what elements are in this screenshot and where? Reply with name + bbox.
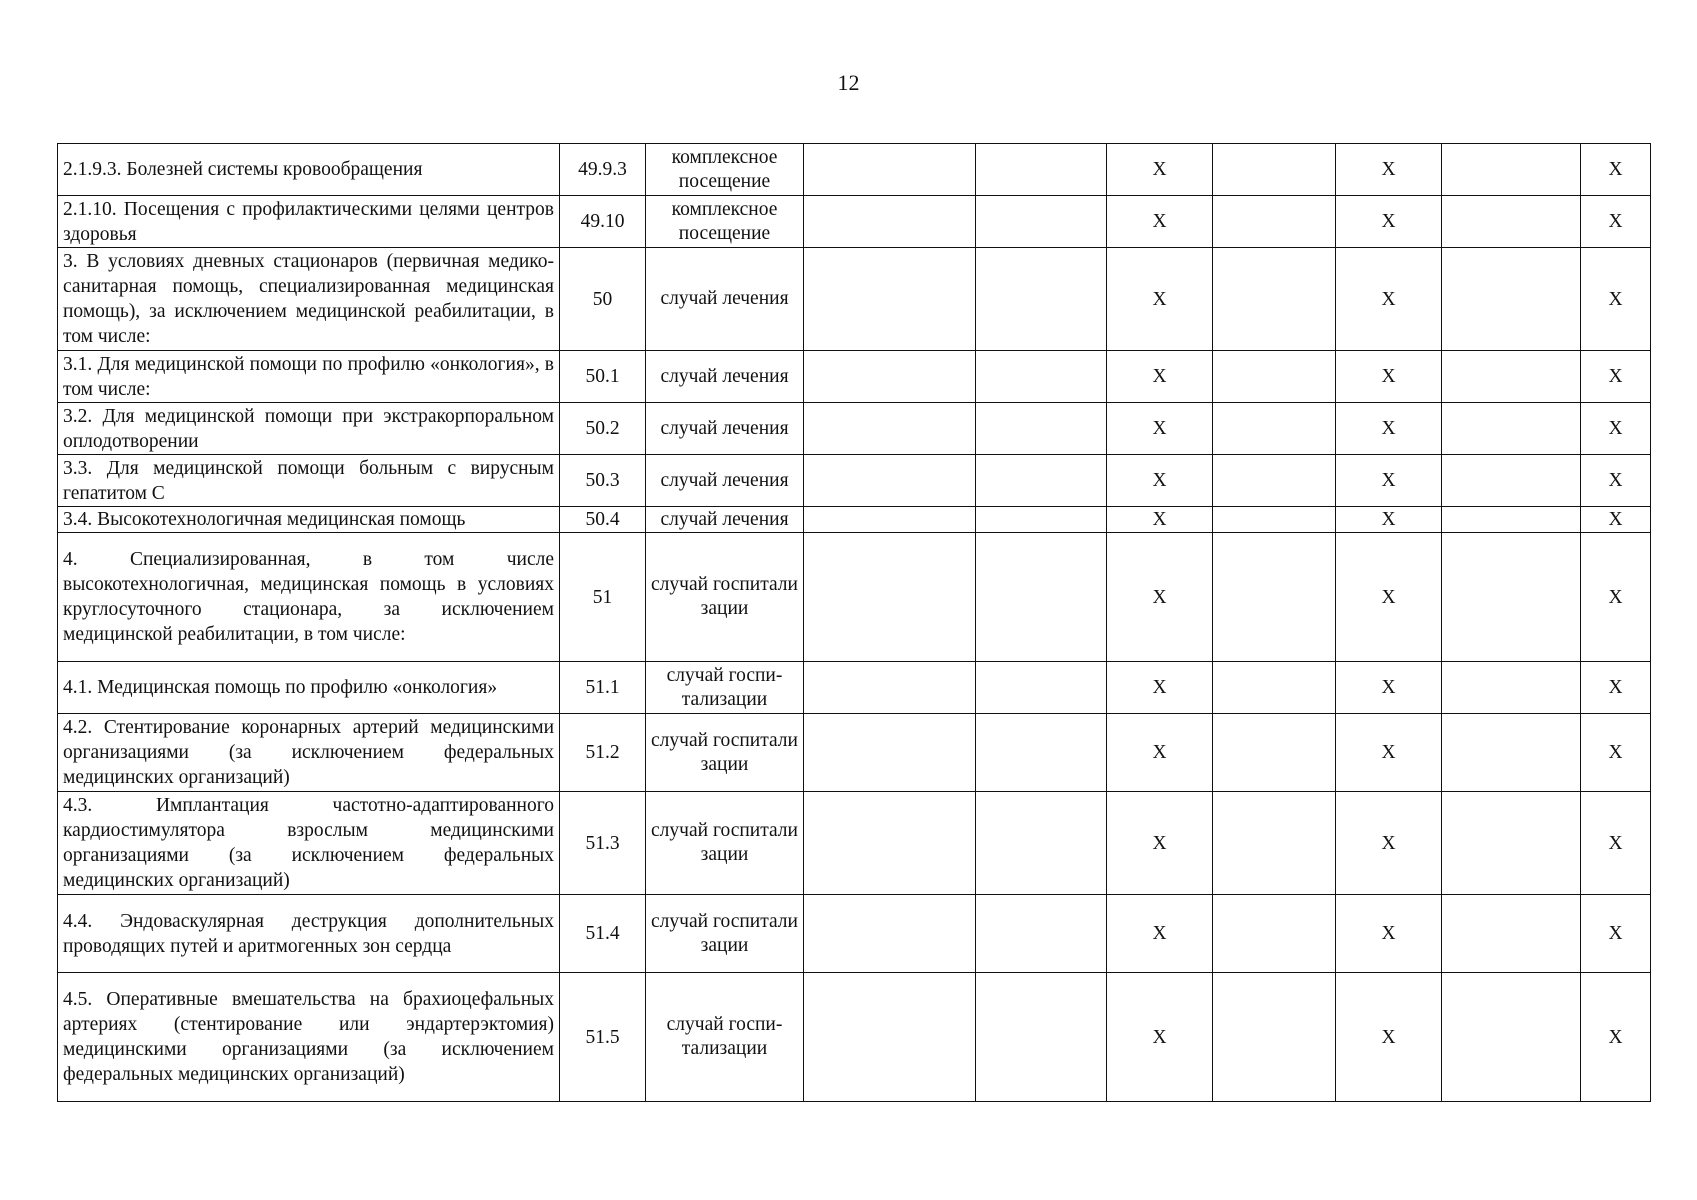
row-name-cell: 4. Специализированная, в том числе высокотехнологичная, медицинская помощь в условиях круглосуточного стационара, за исключением медицинской реабилитации, в том числе: [58,533,560,662]
row-name-cell: 4.2. Стентирование коронарных артерий медицинскими организациями (за исключением федеральных медицинских организаций) [58,714,560,792]
mark-cell: X [1107,792,1213,895]
mark-cell: X [1581,714,1651,792]
empty-cell [1442,507,1581,533]
mark-cell: X [1581,662,1651,714]
empty-cell [1442,973,1581,1102]
empty-cell [1442,248,1581,351]
row-unit-cell: случай лечения [646,351,804,403]
empty-cell [1442,895,1581,973]
mark-cell: X [1107,144,1213,196]
empty-cell [976,507,1107,533]
mark-cell: X [1336,196,1442,248]
empty-cell [1213,351,1336,403]
mark-cell: X [1581,455,1651,507]
empty-cell [1442,662,1581,714]
mark-cell: X [1581,973,1651,1102]
empty-cell [1213,714,1336,792]
page-number: 12 [837,70,860,95]
mark-cell: X [1336,533,1442,662]
empty-cell [976,351,1107,403]
empty-cell [1213,507,1336,533]
mark-cell: X [1581,507,1651,533]
row-unit-cell: случай лечения [646,403,804,455]
mark-cell: X [1336,455,1442,507]
mark-cell: X [1107,248,1213,351]
empty-cell [804,792,976,895]
mark-cell: X [1581,196,1651,248]
table-row [58,895,1651,973]
row-code-cell: 51.2 [560,714,646,792]
row-name-cell: 2.1.10. Посещения с профилактическими целями центров здоровья [58,196,560,248]
row-name-cell: 4.5. Оперативные вмешательства на брахиоцефальных артериях (стентирование или эндартерэктомия) медицинскими организациями (за исключением федеральных медицинских организаций) [58,973,560,1102]
row-unit-cell: случай госпитали зации [646,792,804,895]
row-unit-cell: комплексное посещение [646,196,804,248]
mark-cell: X [1107,403,1213,455]
empty-cell [1442,196,1581,248]
empty-cell [976,973,1107,1102]
mark-cell: X [1581,403,1651,455]
empty-cell [804,248,976,351]
row-code-cell: 50.4 [560,507,646,533]
empty-cell [976,455,1107,507]
empty-cell [1442,403,1581,455]
row-unit-cell: случай лечения [646,248,804,351]
mark-cell: X [1107,895,1213,973]
empty-cell [976,533,1107,662]
row-code-cell: 50.3 [560,455,646,507]
mark-cell: X [1336,403,1442,455]
empty-cell [1213,403,1336,455]
row-unit-cell: случай госпи-тализации [646,973,804,1102]
empty-cell [976,662,1107,714]
table-row [58,662,1651,714]
row-name-cell: 4.1. Медицинская помощь по профилю «онкология» [58,662,560,714]
mark-cell: X [1107,533,1213,662]
mark-cell: X [1336,714,1442,792]
table-row [58,351,1651,403]
table-row [58,507,1651,533]
row-name-cell: 4.4. Эндоваскулярная деструкция дополнительных проводящих путей и аритмогенных зон сердца [58,895,560,973]
mark-cell: X [1336,248,1442,351]
table-row [58,714,1651,792]
empty-cell [804,533,976,662]
empty-cell [1442,455,1581,507]
table-row [58,455,1651,507]
empty-cell [804,714,976,792]
mark-cell: X [1581,248,1651,351]
mark-cell: X [1107,455,1213,507]
mark-cell: X [1336,351,1442,403]
row-code-cell: 49.9.3 [560,144,646,196]
empty-cell [804,507,976,533]
row-unit-cell: случай госпитали зации [646,533,804,662]
mark-cell: X [1336,662,1442,714]
row-unit-cell: случай госпи-тализации [646,662,804,714]
empty-cell [1213,895,1336,973]
row-unit-cell: случай госпитали зации [646,895,804,973]
empty-cell [1213,455,1336,507]
empty-cell [1442,714,1581,792]
mark-cell: X [1107,351,1213,403]
empty-cell [1442,533,1581,662]
row-code-cell: 49.10 [560,196,646,248]
mark-cell: X [1107,973,1213,1102]
empty-cell [804,144,976,196]
empty-cell [1213,973,1336,1102]
empty-cell [1213,248,1336,351]
table-row [58,792,1651,895]
row-code-cell: 50 [560,248,646,351]
mark-cell: X [1336,895,1442,973]
empty-cell [804,351,976,403]
empty-cell [1213,533,1336,662]
mark-cell: X [1107,196,1213,248]
table-row [58,403,1651,455]
row-name-cell: 3.2. Для медицинской помощи при экстракорпоральном оплодотворении [58,403,560,455]
row-name-cell: 3.1. Для медицинской помощи по профилю «онкология», в том числе: [58,351,560,403]
row-name-cell: 3.3. Для медицинской помощи больным с вирусным гепатитом С [58,455,560,507]
data-table [57,143,1651,1102]
table-body [58,144,1651,1102]
row-code-cell: 51.5 [560,973,646,1102]
row-code-cell: 51.1 [560,662,646,714]
table-row [58,533,1651,662]
row-name-cell: 2.1.9.3. Болезней системы кровообращения [58,144,560,196]
empty-cell [976,895,1107,973]
table-row [58,144,1651,196]
mark-cell: X [1107,662,1213,714]
row-unit-cell: комплексное посещение [646,144,804,196]
empty-cell [804,895,976,973]
empty-cell [976,144,1107,196]
empty-cell [1213,662,1336,714]
row-code-cell: 51.3 [560,792,646,895]
mark-cell: X [1107,507,1213,533]
empty-cell [1442,351,1581,403]
empty-cell [1442,144,1581,196]
empty-cell [976,403,1107,455]
table-row [58,196,1651,248]
empty-cell [1213,144,1336,196]
empty-cell [976,248,1107,351]
empty-cell [1442,792,1581,895]
row-code-cell: 51 [560,533,646,662]
row-name-cell: 3.4. Высокотехнологичная медицинская помощь [58,507,560,533]
empty-cell [976,714,1107,792]
row-unit-cell: случай госпитали зации [646,714,804,792]
row-code-cell: 50.1 [560,351,646,403]
mark-cell: X [1581,351,1651,403]
mark-cell: X [1581,895,1651,973]
row-unit-cell: случай лечения [646,455,804,507]
row-code-cell: 51.4 [560,895,646,973]
mark-cell: X [1336,973,1442,1102]
mark-cell: X [1581,144,1651,196]
mark-cell: X [1581,792,1651,895]
empty-cell [804,455,976,507]
mark-cell: X [1107,714,1213,792]
row-name-cell: 3. В условиях дневных стационаров (первичная медико-санитарная помощь, специализированная медицинская помощь), за исключением медицинской реабилитации, в том числе: [58,248,560,351]
empty-cell [804,196,976,248]
empty-cell [804,662,976,714]
row-unit-cell: случай лечения [646,507,804,533]
empty-cell [1213,196,1336,248]
row-name-cell: 4.3. Имплантация частотно-адаптированного кардиостимулятора взрослым медицинскими организациями (за исключением федеральных медицинских организаций) [58,792,560,895]
empty-cell [976,792,1107,895]
mark-cell: X [1336,792,1442,895]
empty-cell [804,973,976,1102]
mark-cell: X [1336,507,1442,533]
mark-cell: X [1336,144,1442,196]
row-code-cell: 50.2 [560,403,646,455]
empty-cell [804,403,976,455]
empty-cell [1213,792,1336,895]
table-row [58,973,1651,1102]
empty-cell [976,196,1107,248]
mark-cell: X [1581,533,1651,662]
table-row [58,248,1651,351]
